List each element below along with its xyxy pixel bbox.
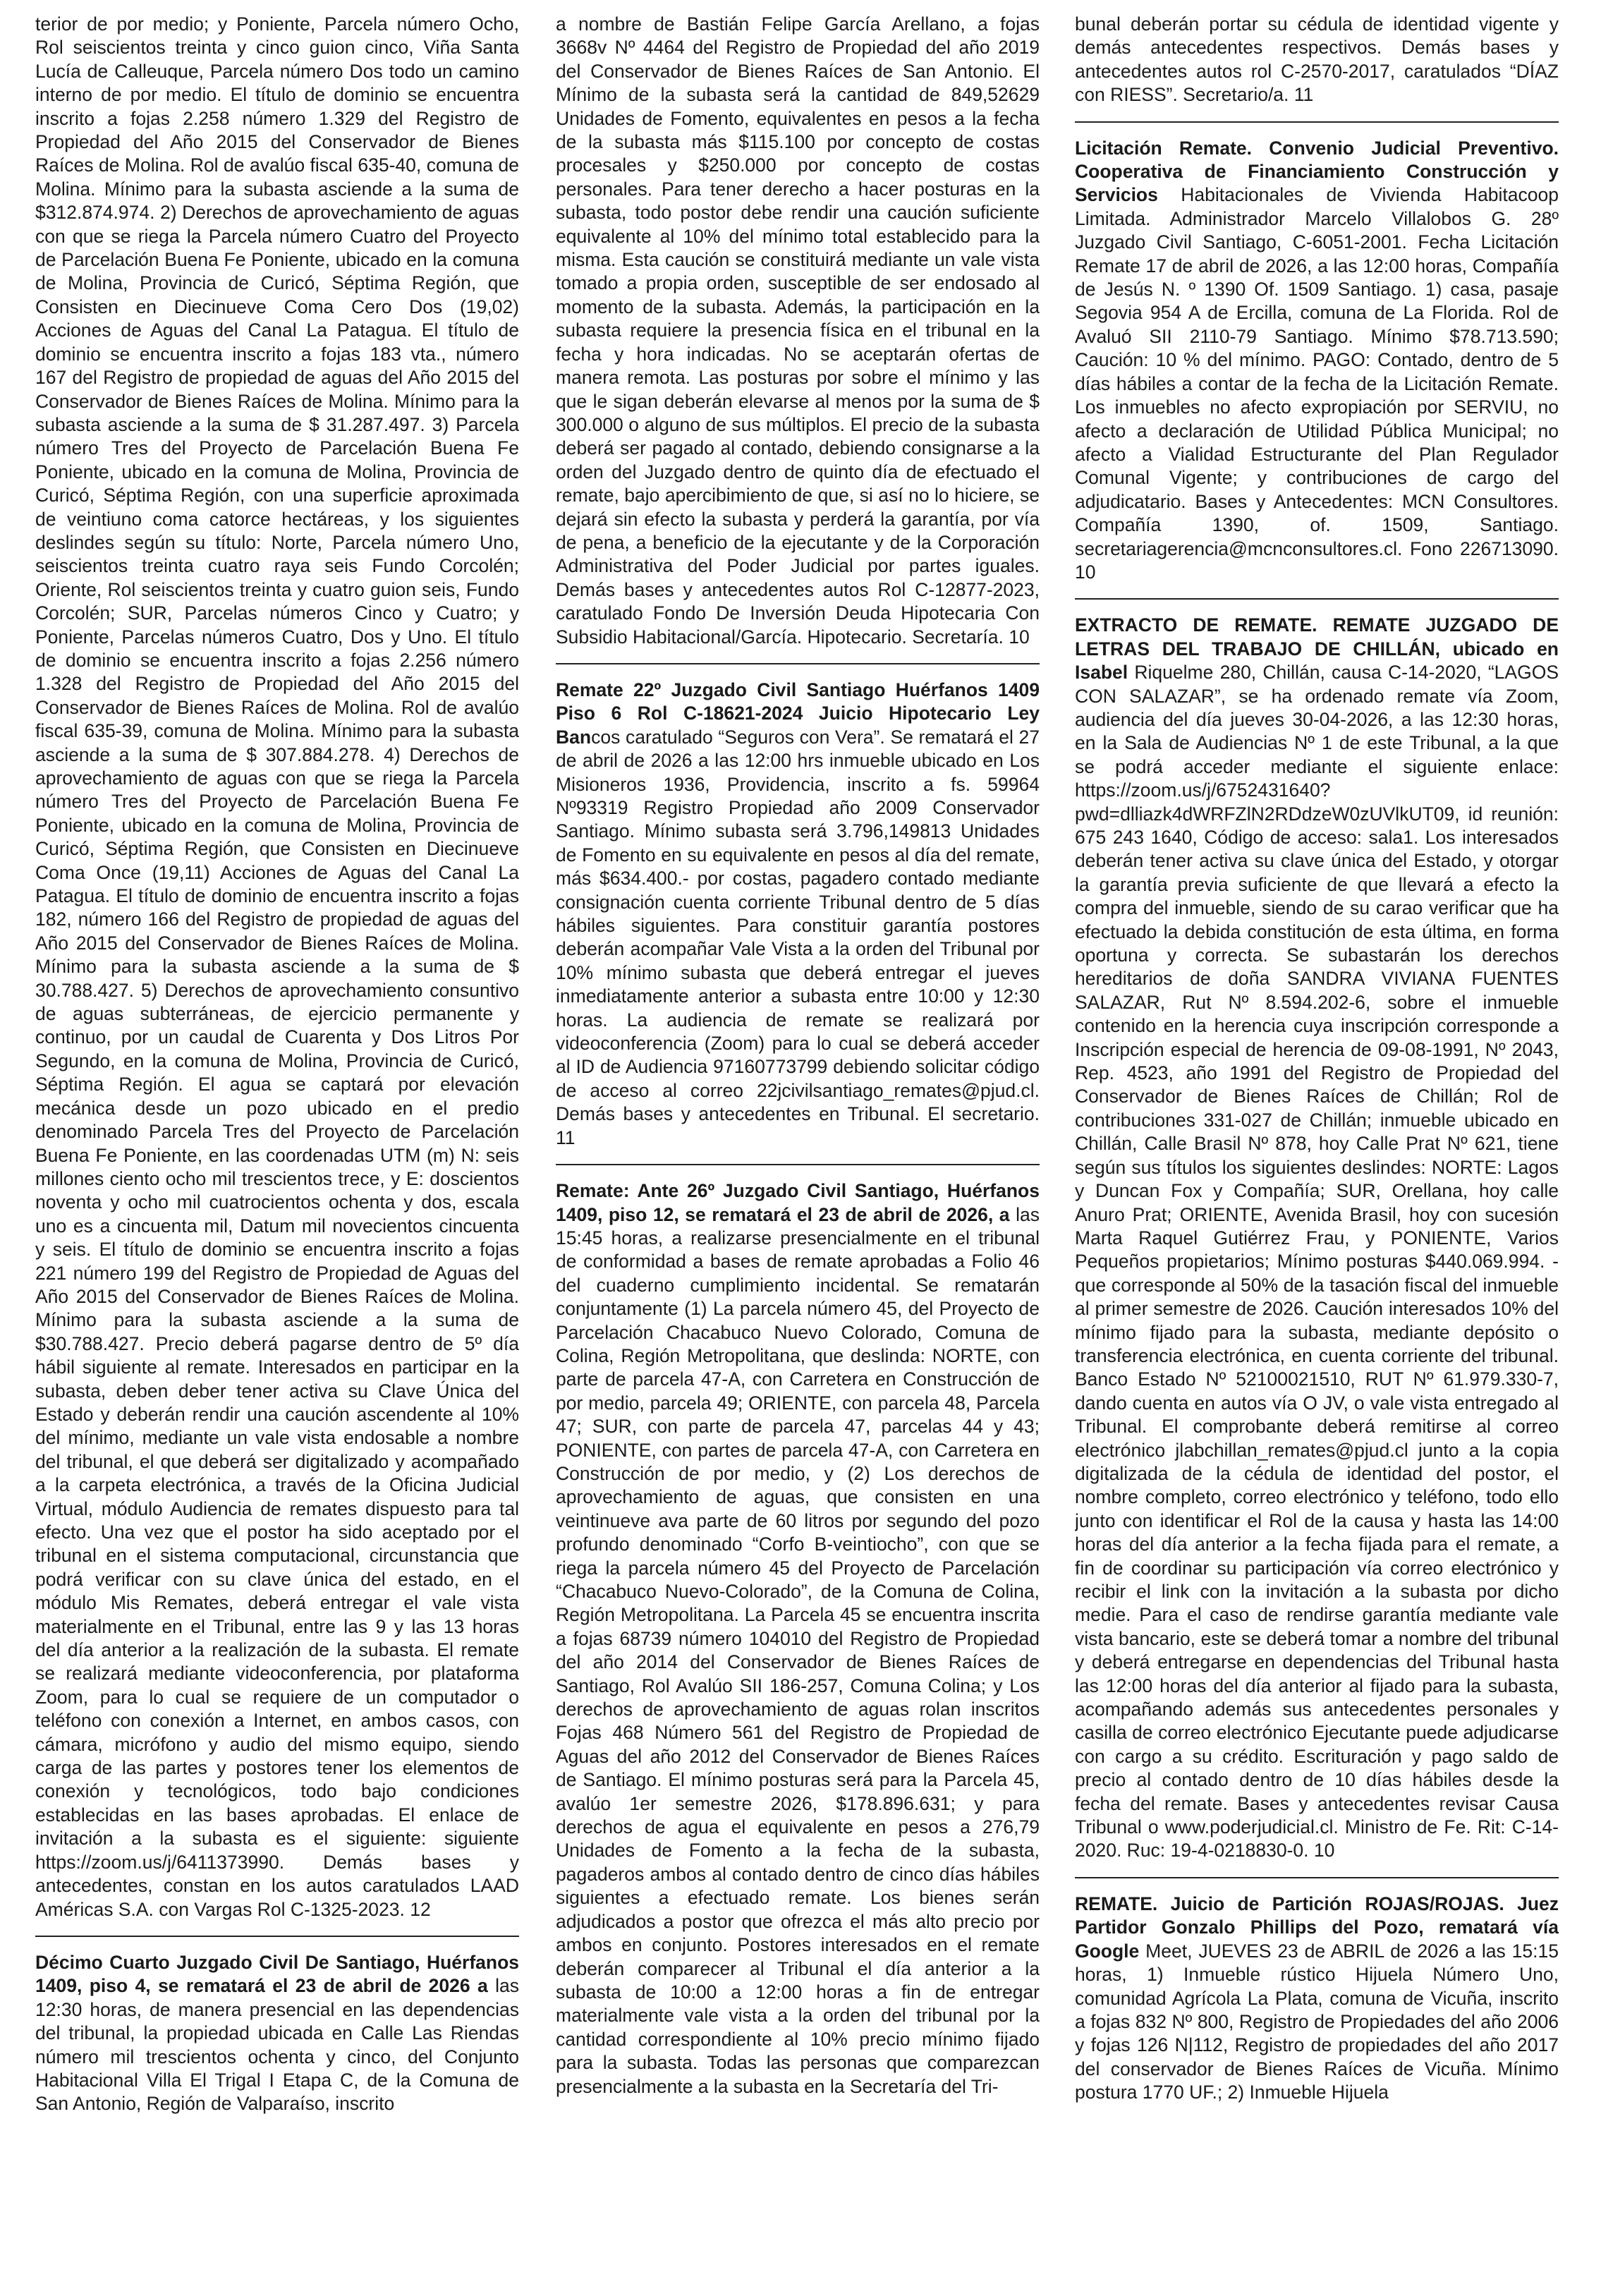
notice-heading: Remate 22º Juzgado Civil Santiago Huérfanos 1409 Piso 6 Rol C-18621-2024 Juicio Hipotecario Ley Ban (556, 679, 1040, 748)
notice-divider (1075, 1877, 1559, 1878)
notice-body: cos caratulado “Seguros con Vera”. Se rematará el 27 de abril de 2026 a las 12:00 hrs inmueble ubicado en Los Misioneros 1936, Providencia, inscrito a fs. 59964 Nº93319 Registro Propiedad año 2009 Conservador Santiago. Mínimo subasta será 3.796,149813 Unidades de Fomento en su equivalente en pesos al día del remate, más $634.400.- por costas, pagadero contado mediante consignación cuenta corriente Tribunal dentro de 5 días hábiles siguientes. Para constituir garantía postores deberán acompañar Vale Vista a la orden del Tribunal por 10% mínimo subasta que deberá entregar el jueves inmediatamente anterior a subasta entre 10:00 y 12:30 horas. La audiencia de remate se realizará por videoconferencia (Zoom) para lo cual se deberá acceder al ID de Audiencia 97160773799 debiendo solicitar código de acceso al correo 22jcivilsantiago_remates@pjud.cl. Demás bases y antecedentes en Tribunal. El secretario. 11 (556, 726, 1040, 1148)
notice-continuation-san-antonio (556, 13, 1040, 653)
notice-text (556, 679, 1040, 1150)
notice-divider (556, 663, 1040, 664)
notice-divider (1075, 121, 1559, 123)
notice-text (1075, 614, 1559, 1863)
notice-body: las 15:45 horas, a realizarse presencialmente en el tribunal de conformidad a bases de remate aprobadas a Folio 46 del cuaderno cumplimiento incidental. Se rematarán conjuntamente (1) La parcela número 45, del Proyecto de Parcelación Chacabuco Nuevo Colorado, Comuna de Colina, Región Metropolitana, que deslinda: NORTE, con parte de parcela 47-A, con Carretera en Construcción de por medio, parcela 49; ORIENTE, con parcela 48, Parcela 47; SUR, con parte de parcela 47, parcelas 44 y 43; PONIENTE, con partes de parcela 47-A, con Carretera en Construcción de por medio, y (2) Los derechos de aprovechamiento de aguas, que consisten en una veintinueve ava parte de 60 litros por segundo del pozo profundo denominado “Corfo B-veintiocho”, con que se riega la parcela número 45 del Proyecto de Parcelación “Chacabuco Nuevo-Colorado”, de la Comuna de Colina, Región Metropolitana. La Parcela 45 se encuentra inscrita a fojas 68739 número 104010 del Registro de Propiedad del año 2014 del Conservador de Bienes Raíces de Santiago, Rol Avalúo SII 186-257, Comuna Colina; y Los derechos de aprovechamiento de aguas rolan inscritos Fojas 468 Número 561 del Registro de Propiedad de Aguas del año 2012 del Conservador de Bienes Raíces de Santiago. El mínimo posturas será para la Parcela 45, avalúo 1er semestre 2026, $178.896.631; y para derechos de agua el equivalente en pesos a 276,79 Unidades de Fomento a la fecha de la subasta, pagaderos ambos al contado dentro de cinco días hábiles siguientes a efectuado remate. Los bienes serán adjudicados a postor que ofrezca el más alto precio por ambos en conjunto. Postores interesados en el remate deberán comparecer al Tribunal el día anterior a la subasta de 10:00 a 12:00 horas a fin de entregar materialmente vale vista a la orden del tribunal por la cantidad correspondiente al 10% precio mínimo fijado para la subasta. Todas las personas que comparezcan presencialmente a la subasta en la Secretaría del Tri- (556, 1203, 1040, 2097)
notice-text (1075, 13, 1559, 107)
notice-extracto-chillan (1075, 614, 1559, 1867)
notice-particion-rojas (1075, 1893, 1559, 2109)
notice-text (556, 13, 1040, 649)
notice-heading: Licitación Remate. Convenio Judicial Preventivo. Cooperativa de Financiamiento Construcción y Servicios (1075, 137, 1559, 206)
notice-26-juzgado-civil (556, 1179, 1040, 2103)
notice-body: terior de por medio; y Poniente, Parcela número Ocho, Rol seiscientos treinta y cinco guion cinco, Viña Santa Lucía de Calleuque, Parcela número Dos todo un camino interno de por medio. El título de dominio se encuentra inscrito a fojas 2.258 número 1.329 del Registro de Propiedad del Año 2015 del Conservador de Bienes Raíces de Molina. Rol de avalúo fiscal 635-40, comuna de Molina. Mínimo para la subasta asciende a la suma de $312.874.974. 2) Derechos de aprovechamiento de aguas con que se riega la Parcela número Cuatro del Proyecto de Parcelación Buena Fe Poniente, ubicado en la comuna de Molina, Provincia de Curicó, Séptima Región, que Consisten en Diecinueve Coma Cero Dos (19,02) Acciones de Aguas del Canal La Patagua. El título de dominio se encuentra inscrito a fojas 183 vta., número 167 del Registro de propiedad de aguas del Año 2015 del Conservador de Bienes Raíces de Molina. Mínimo para la subasta asciende a la suma de $ 31.287.497. 3) Parcela número Tres del Proyecto de Parcelación Buena Fe Poniente, ubicado en la comuna de Molina, Provincia de Curicó, Séptima Región, con una superficie aproximada de veintiuno coma catorce hectáreas, y los siguientes deslindes según su título: Norte, Parcela número Uno, seiscientos treinta cuatro raya seis Fundo Corcolén; Oriente, Rol seiscientos treinta y cuatro guion seis, Fundo Corcolén; SUR, Parcelas números Cinco y Cuatro; y Poniente, Parcelas números Cuatro, Dos y Uno. El título de dominio se encuentra inscrito a fojas 2.256 número 1.328 del Registro de Propiedad del Año 2015 del Conservador de Bienes Raíces de Molina. Rol de avalúo fiscal 635-39, comuna de Molina. Mínimo para la subasta asciende a la suma de $ 307.884.278. 4) Derechos de aprovechamiento de aguas con que se riega la Parcela número Tres del Proyecto de Parcelación Buena Fe Poniente, ubicado en la comuna de Molina, Provincia de Curicó, Séptima Región, que Consisten en Diecinueve Coma Once (19,11) Acciones de Aguas del Canal La Patagua. El título de dominio de encuentra inscrito a fojas 182, número 166 del Registro de propiedad de aguas del Año 2015 del Conservador de Bienes Raíces de Molina. Mínimo para la subasta asciende a la suma de $ 30.788.427. 5) Derechos de aprovechamiento consuntivo de aguas subterráneas, de ejercicio permanente y continuo, por un caudal de Cuarenta y Dos Litros Por Segundo, en la comuna de Molina, Provincia de Curicó, Séptima Región. El agua se captará por elevación mecánica desde un pozo ubicado en el predio denominado Parcela Tres del Proyecto de Parcelación Buena Fe Poniente, en las coordenadas UTM (m) N: seis millones ciento ocho mil trescientos trece, y E: doscientos noventa y ocho mil cuatrocientos ochenta y dos, escala uno es a cincuenta mil, Datum mil novecientos cincuenta y seis. El título de dominio se encuentra inscrito a fojas 221 número 199 del Registro de Propiedad de Aguas del Año 2015 del Conservador de Bienes Raíces de Molina. Mínimo para la subasta asciende a la suma de $30.788.427. Precio deberá pagarse dentro de 5º día hábil siguiente al remate. Interesados en participar en la subasta, deben deber tener activa su Clave Única del Estado y deberán rendir una caución ascendente al 10% del mínimo, mediante un vale vista endosable a nombre del tribunal, el que deberá ser digitalizado y acompañado a la carpeta electrónica, a través de la Oficina Judicial Virtual, módulo Audiencia de remates dispuesto para tal efecto. Una vez que el postor ha sido aceptado por el tribunal en el sistema computacional, circunstancia que podrá verificar con su clave única del estado, en el módulo Mis Remates, deberá entregar el vale vista materialmente en el Tribunal, entre las 9 y las 13 horas del día anterior a la realización de la subasta. El remate se realizará mediante videoconferencia, por plataforma Zoom, para lo cual se requiere de un computador o teléfono con conexión a Internet, en ambos casos, con cámara, micrófono y audio del mismo equipo, siendo carga de las partes y postores tener los elementos de conexión y tecnológicos, todo bajo condiciones establecidas en las bases aprobadas. El enlace de invitación a la subasta es el siguiente: siguiente https://zoom.us/j/6411373990. Demás bases y antecedentes, constan en los autos caratulados LAAD Américas S.A. con Vargas Rol C-1325-2023. 12 (35, 13, 519, 1920)
notice-text (556, 1179, 1040, 2098)
column-1 (35, 13, 519, 2284)
notice-heading: EXTRACTO DE REMATE. REMATE JUZGADO DE LETRAS DEL TRABAJO DE CHILLÁN, ubicado en Isabel (1075, 614, 1559, 684)
notice-text (35, 13, 519, 1921)
notice-text (35, 1951, 519, 2116)
notice-text (1075, 1893, 1559, 2105)
notice-body: las 12:30 horas, de manera presencial en las dependencias del tribunal, la propiedad ubicada en Calle Las Riendas número mil trescientos ochenta y cinco, del Conjunto Habitacional Villa El Trigal I Etapa C, de la Comuna de San Antonio, Región de Valparaíso, inscrito (35, 1975, 519, 2115)
notice-14-juzgado-civil (35, 1951, 519, 2120)
column-3 (1075, 13, 1559, 2284)
notice-body: bunal deberán portar su cédula de identidad vigente y demás antecedentes respectivos. Demás bases y antecedentes autos rol C-2570-2017, caratulados “DÍAZ con RIESS”. Secretario/a. 11 (1075, 13, 1559, 106)
notice-continuation-diaz-riess (1075, 13, 1559, 111)
notice-heading: Remate: Ante 26º Juzgado Civil Santiago, Huérfanos 1409, piso 12, se rematará el 23 de abril de 2026, a (556, 1180, 1040, 1225)
notice-divider (1075, 598, 1559, 600)
notice-body: Habitacionales de Vivienda Habitacoop Limitada. Administrador Marcelo Villalobos G. 28º Juzgado Civil Santiago, C-6051-2001. Fecha Licitación Remate 17 de abril de 2026, a las 12:00 horas, Compañía de Jesús N. º 1390 Of. 1509 Santiago. 1) casa, pasaje Segovia 954 A de Ercilla, comuna de La Florida. Rol de Avaluó SII 2110-79 Santiago. Mínimo $78.713.590; Caución: 10 % del mínimo. PAGO: Contado, dentro de 5 días hábiles a contar de la fecha de la Licitación Remate. Los inmuebles no afecto expropiación por SERVIU, no afecto a declaración de Utilidad Pública Municipal; no afecto a Vialidad Estructurante del Plan Regulador Comunal Vigente; y contribuciones de cargo del adjudicatario. Bases y Antecedentes: MCN Consultores. Compañía 1390, of. 1509, Santiago. secretariagerencia@mcnconsultores.cl. Fono 226713090. 10 (1075, 184, 1559, 583)
notice-divider (556, 1164, 1040, 1165)
notice-continuation-molina (35, 13, 519, 1926)
notice-body: Meet, JUEVES 23 de ABRIL de 2026 a las 15:15 horas, 1) Inmueble rústico Hijuela Número Uno, comunidad Agrícola La Plata, comuna de Vicuña, inscrito a fojas 832 Nº 800, Registro de Propiedades del año 2006 y fojas 126 N|112, Registro de propiedades del año 2017 del conservador de Bienes Raíces de Vicuña. Mínimo postura 1770 UF.; 2) Inmueble Hijuela (1075, 1940, 1559, 2103)
notice-divider (35, 1936, 519, 1937)
notice-heading: REMATE. Juicio de Partición ROJAS/ROJAS. Juez Partidor Gonzalo Phillips del Pozo, rematará vía Google (1075, 1893, 1559, 1962)
notice-text (1075, 137, 1559, 585)
notice-heading: Décimo Cuarto Juzgado Civil De Santiago, Huérfanos 1409, piso 4, se rematará el 23 de abril de 2026 a (35, 1951, 519, 1997)
notice-body: Riquelme 280, Chillán, causa C-14-2020, “LAGOS CON SALAZAR”, se ha ordenado remate vía Zoom, audiencia del día jueves 30-04-2026, a las 12:30 horas, en la Sala de Audiencias Nº 1 de este Tribunal, a la que se podrá acceder mediante el siguiente enlace: https://zoom.us/j/6752431640?pwd=dlliazk4dWRFZlN2RDdzeW0zUVlkUT09, id reunión: 675 243 1640, Código de acceso: sala1. Los interesados deberán tener activa su clave única del Estado, y otorgar la garantía previa suficiente de que llevará a efecto la compra del inmueble, siendo de su carao verificar que ha efectuado la debida constitución de esta última, en forma oportuna y correcta. Se subastarán los derechos hereditarios de doña SANDRA VIVIANA FUENTES SALAZAR, Rut Nº 8.594.202-6, sobre el inmueble contenido en la herencia cuya inscripción corresponde a Inscripción especial de herencia de 09-08-1991, Nº 2043, Rep. 4523, año 1991 del Registro de Propiedad del Conservador de Bienes Raíces de Chillán; Rol de contribuciones 331-027 de Chillán; inmueble ubicado en Chillán, Calle Brasil Nº 878, hoy Calle Prat Nº 621, tiene según sus títulos los siguientes deslindes: NORTE: Lagos y Duncan Fox y Compañía; SUR, Orellana, hoy calle Anuro Prat; ORIENTE, Avenida Brasil, hoy con sucesión Marta Raquel Gutiérrez Frau, y PONIENTE, Varios Pequeños propietarios; Mínimo posturas $440.069.994. - que corresponde al 50% de la tasación fiscal del inmueble al primer semestre de 2026. Caución interesados 10% del mínimo fijado para la subasta, mediante depósito o transferencia electrónica, en cuenta corriente del tribunal. Banco Estado Nº 52100021510, RUT Nº 61.979.330-7, dando cuenta en autos vía O JV, o vale vista entregado al Tribunal. El comprobante deberá remitirse al correo electrónico jlabchillan_remates@pjud.cl junto a la copia digitalizada de la cédula de identidad del postor, el nombre completo, correo electrónico y teléfono, todo ello junto con identificar el Rol de la causa y hasta las 14:00 horas del día anterior a la fecha fijada para el remate, a fin de coordinar su participación vía correo electrónico y recibir el link con la invitación a la subasta por dicho medie. Para el caso de rendirse garantía mediante vale vista bancario, este se deberá tomar a nombre del tribunal y deberá entregarse en dependencias del Tribunal hasta las 12:00 horas del día anterior al fijado para la subasta, acompañando además sus antecedentes personales y casilla de correo electrónico Ejecutante puede adjudicarse con cargo a su crédito. Escrituración y pago saldo de precio al contado dentro de 10 días hábiles desde la fecha del remate. Bases y antecedentes revisar Causa Tribunal o www.poderjudicial.cl. Ministro de Fe. Rit: C-14-2020. Ruc: 19-4-0218830-0. 10 (1075, 662, 1559, 1861)
notice-body: a nombre de Bastián Felipe García Arellano, a fojas 3668v Nº 4464 del Registro de Propiedad del año 2019 del Conservador de Bienes Raíces de San Antonio. El Mínimo de la subasta será la cantidad de 849,52629 Unidades de Fomento, equivalentes en pesos a la fecha de la subasta más $115.100 por concepto de costas procesales y $250.000 por concepto de costas personales. Para tener derecho a hacer posturas en la subasta, todo postor debe rendir una caución suficiente equivalente al 10% del mínimo total establecido para la misma. Esta caución se constituirá mediante un vale vista tomado a propia orden, susceptible de ser endosado al momento de la subasta. Además, la participación en la subasta requiere la presencia física en el tribunal en la fecha y hora indicadas. No se aceptarán ofertas de manera remota. Las posturas por sobre el mínimo y las que le sigan deberán elevarse al menos por la suma de $ 300.000 o alguno de sus múltiplos. El precio de la subasta deberá ser pagado al contado, debiendo consignarse a la orden del Juzgado dentro de quinto día de efectuado el remate, bajo apercibimiento de que, si así no lo hiciere, se dejará sin efecto la subasta y perderá la garantía, por vía de pena, a beneficio de la ejecutante y de la Corporación Administrativa del Poder Judicial por partes iguales. Demás bases y antecedentes autos Rol C-12877-2023, caratulado Fondo De Inversión Deuda Hipotecaria Con Subsidio Habitacional/García. Hipotecario. Secretaría. 10 (556, 13, 1040, 648)
column-2 (556, 13, 1040, 2284)
notice-licitacion-remate (1075, 137, 1559, 589)
notice-22-juzgado-civil (556, 679, 1040, 1154)
